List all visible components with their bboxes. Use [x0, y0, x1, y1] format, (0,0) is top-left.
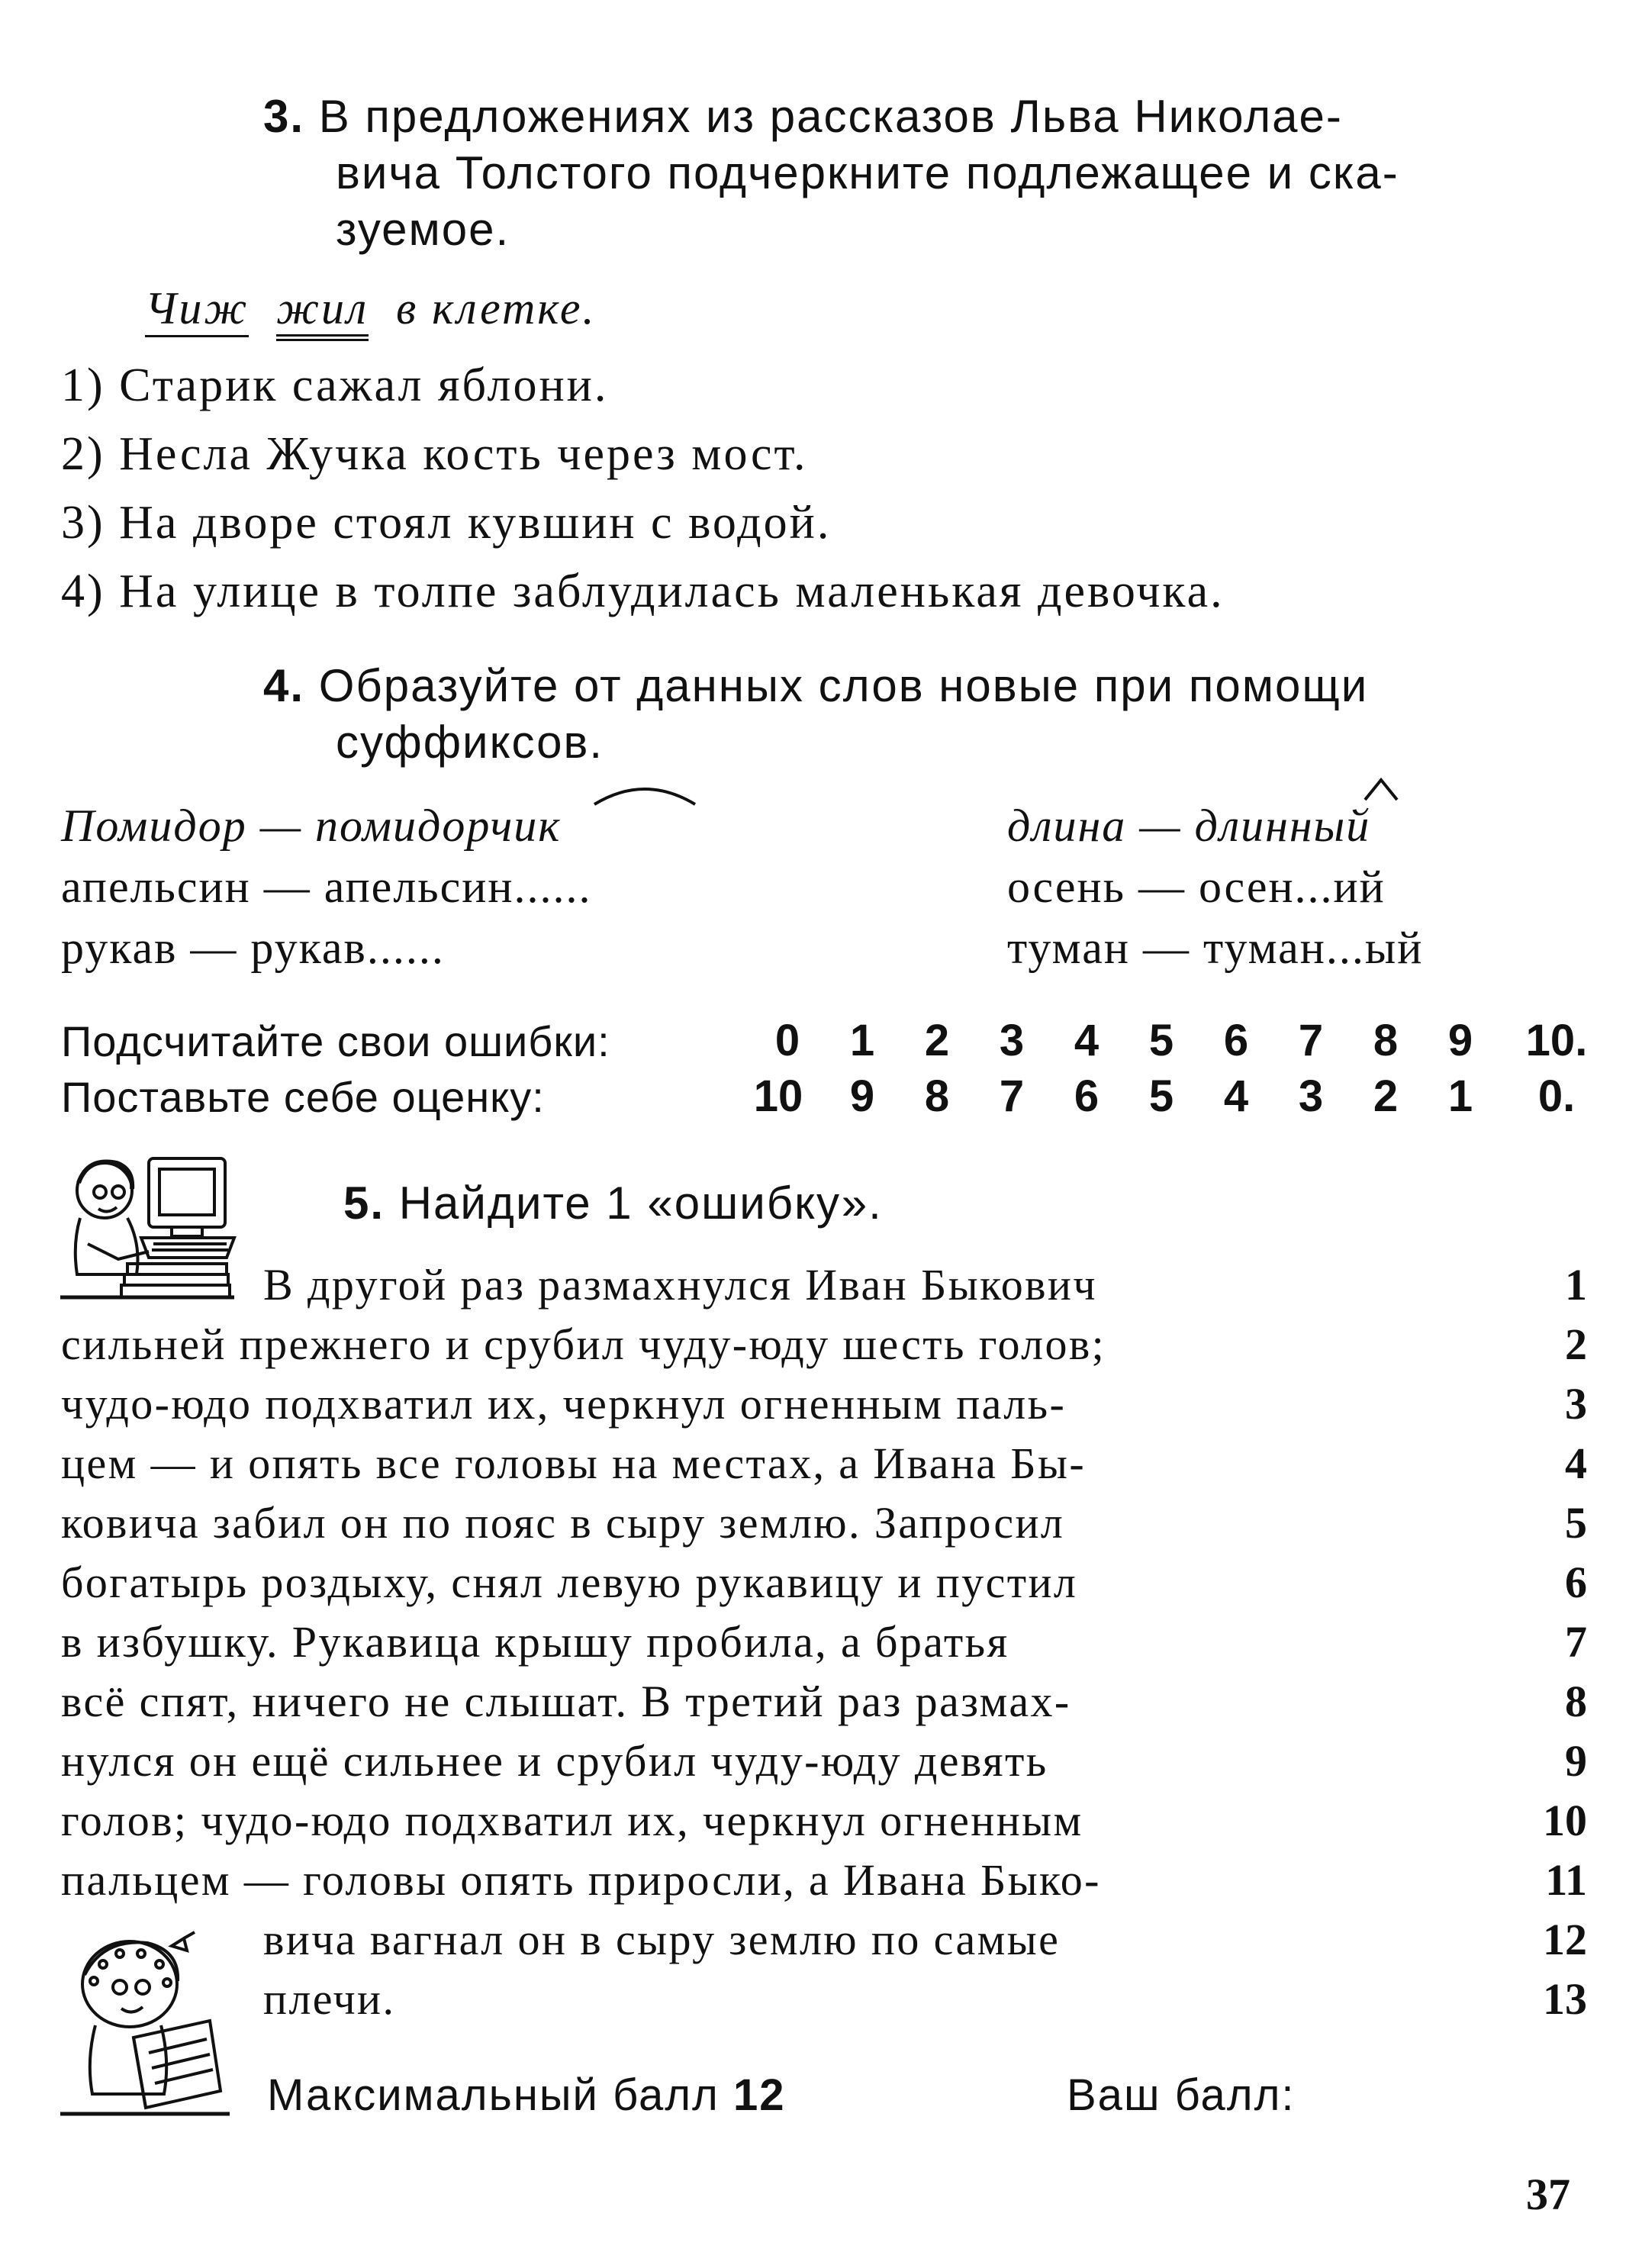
story-line: плечи.	[263, 1974, 396, 2024]
sentence-number: 2)	[61, 428, 105, 480]
task3-sentence-3	[61, 496, 831, 550]
task3-heading	[263, 89, 1399, 258]
task3-heading-line-1: В предложениях из рассказов Льва Николае-	[318, 91, 1343, 142]
task3-sentence-2	[61, 427, 807, 482]
errors-value: 6	[1223, 1016, 1249, 1065]
task4-right-pair-1: осень — осен...ий	[1007, 862, 1386, 912]
line-number: 9	[1565, 1736, 1587, 1786]
line-number: 8	[1565, 1677, 1587, 1726]
page-number: 37	[1526, 2170, 1570, 2219]
errors-label: Подсчитайте свои ошибки:	[61, 1017, 610, 1065]
grade-value: 10	[753, 1071, 803, 1121]
max-score-value: 12	[733, 2070, 786, 2120]
story-line: в избушку. Рукавица крышу пробила, а братья	[61, 1617, 1009, 1667]
task3-sentence-1	[61, 359, 608, 413]
line-number: 13	[1543, 1974, 1587, 2024]
grade-row	[0, 1071, 1642, 1124]
errors-value: 5	[1148, 1016, 1174, 1065]
story-line: вича вагнал он в сыру землю по самые	[263, 1915, 1061, 1964]
story-line: голов; чудо-юдо подхватил их, черкнул огненным	[61, 1796, 1083, 1845]
task4-heading-line-1: Образуйте от данных слов новые при помощи	[318, 660, 1369, 711]
story-line: пальцем — головы опять приросли, а Ивана Быко-	[61, 1855, 1101, 1905]
line-number: 2	[1565, 1319, 1587, 1369]
task4-left-pair-1: апельсин — апельсин......	[61, 862, 592, 912]
sentence-text: На дворе стоял кувшин с водой.	[119, 497, 832, 549]
errors-value: 1	[849, 1016, 875, 1065]
errors-value: 3	[999, 1016, 1025, 1065]
task3-sentence-4	[61, 565, 1225, 619]
line-number: 7	[1565, 1617, 1587, 1667]
sentence-text: На улице в толпе заблудилась маленькая девочка.	[119, 565, 1225, 617]
task3-heading-line-2: вича Толстого подчеркните подлежащее и ска-	[336, 147, 1399, 198]
errors-value: 7	[1298, 1016, 1324, 1065]
grade-value: 5	[1148, 1071, 1174, 1121]
grade-value: 6	[1074, 1071, 1099, 1121]
line-number: 10	[1543, 1796, 1587, 1845]
task4-right-pair-2: туман — туман...ый	[1007, 923, 1424, 973]
errors-value: 9	[1447, 1016, 1473, 1065]
sentence-number: 4)	[61, 565, 105, 617]
story-line: богатырь роздыху, снял левую рукавицу и пустил	[61, 1558, 1078, 1607]
grade-value: 4	[1223, 1071, 1249, 1121]
errors-value: 2	[924, 1016, 950, 1065]
errors-value: 10.	[1525, 1016, 1588, 1065]
task3-number: 3.	[263, 91, 305, 142]
task4-example-left: Помидор — помидорчик	[61, 801, 562, 851]
line-number: 5	[1565, 1498, 1587, 1548]
your-score-label: Ваш балл:	[1067, 2070, 1296, 2120]
line-number: 6	[1565, 1558, 1587, 1607]
grade-value: 1	[1447, 1071, 1473, 1121]
story-line: нулся он ещё сильнее и срубил чуду-юду девять	[61, 1736, 1048, 1786]
line-number: 3	[1565, 1379, 1587, 1429]
story-line: чудо-юдо подхватил их, черкнул огненным паль-	[61, 1379, 1067, 1429]
task3-example	[145, 282, 596, 335]
example-predicate: жил	[276, 283, 369, 341]
sentence-text: Несла Жучка кость через мост.	[119, 428, 808, 480]
task5-heading-text: Найдите 1 «ошибку».	[398, 1177, 883, 1229]
errors-value: 8	[1373, 1016, 1399, 1065]
sentence-number: 3)	[61, 497, 105, 549]
example-subject: Чиж	[145, 283, 249, 337]
line-number: 1	[1565, 1260, 1587, 1310]
girl-with-book-icon	[57, 1931, 233, 2121]
story-line: цем — и опять все головы на местах, а Ивана Бы-	[61, 1438, 1087, 1488]
grade-value: 8	[924, 1071, 950, 1121]
story-line: сильней прежнего и срубил чуду-юду шесть голов;	[61, 1319, 1106, 1369]
story-line: всё спят, ничего не слышат. В третий раз размах-	[61, 1677, 1071, 1726]
task5-number: 5.	[343, 1177, 385, 1229]
line-number: 11	[1545, 1855, 1587, 1905]
line-number: 12	[1543, 1915, 1587, 1964]
suffix-mark-icon	[1362, 777, 1400, 803]
grade-value: 7	[999, 1071, 1025, 1121]
sentence-text: Старик сажал яблони.	[119, 359, 609, 411]
task4-number: 4.	[263, 660, 305, 711]
errors-value: 4	[1074, 1016, 1099, 1065]
task4-heading-line-2: суффиксов.	[336, 717, 604, 768]
example-rest: в клетке.	[396, 283, 597, 333]
task4-heading	[263, 658, 1368, 771]
max-score-label: Максимальный балл	[267, 2070, 720, 2120]
max-score	[267, 2070, 786, 2121]
boy-at-computer-icon	[57, 1152, 237, 1301]
grade-value: 3	[1298, 1071, 1324, 1121]
grade-value: 2	[1373, 1071, 1399, 1121]
task4-example-right: длина — длинный	[1007, 801, 1371, 851]
grade-label: Поставьте себе оценку:	[61, 1073, 545, 1121]
errors-row	[0, 1015, 1642, 1068]
story-line: ковича забил он по пояс в сыру землю. Запросил	[61, 1498, 1065, 1548]
task4-left-pair-2: рукав — рукав......	[61, 923, 445, 973]
grade-value: 0.	[1537, 1071, 1576, 1121]
sentence-number: 1)	[61, 359, 105, 411]
grade-value: 9	[849, 1071, 875, 1121]
errors-value: 0	[774, 1016, 800, 1065]
story-line: В другой раз размахнулся Иван Быкович	[263, 1260, 1097, 1310]
task3-heading-line-3: зуемое.	[336, 204, 510, 255]
line-number: 4	[1565, 1438, 1587, 1488]
suffix-mark-icon	[591, 778, 698, 809]
task5-heading	[343, 1177, 883, 1229]
